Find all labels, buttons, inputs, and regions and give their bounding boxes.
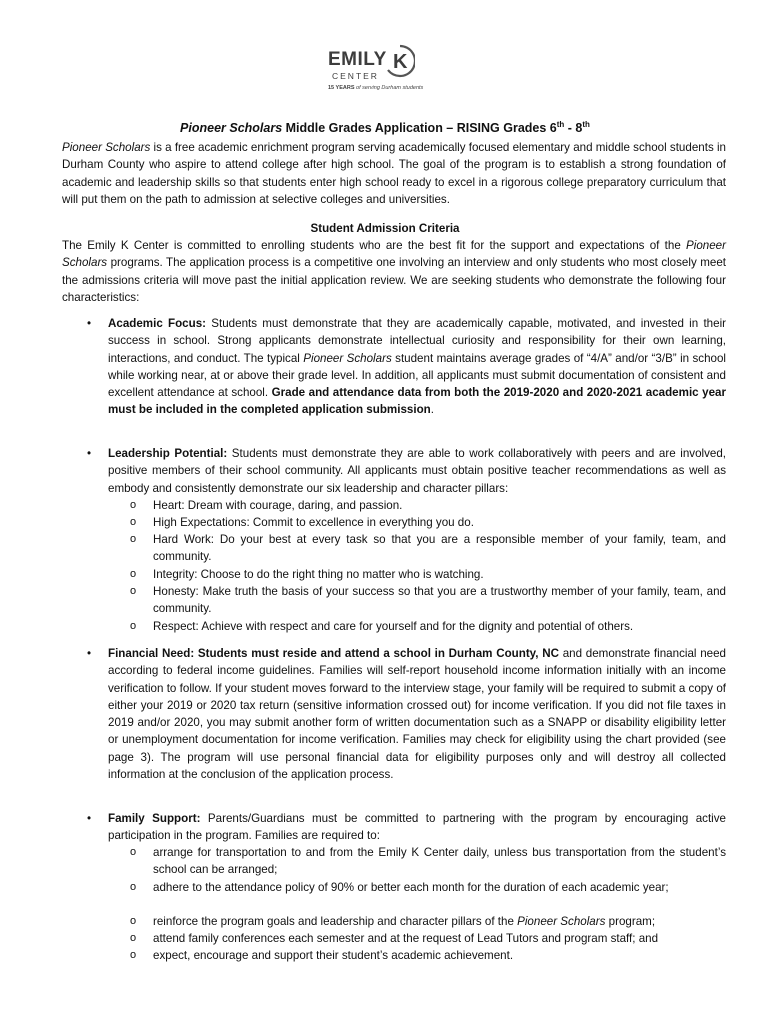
pillar-item: Respect: Achieve with respect and care for yourself and for the dignity and potential of others. [153,620,634,633]
sub-bullet-glyph: o [130,585,137,597]
sub-bullet-glyph: o [130,516,137,528]
sub-bullet-glyph: o [130,620,137,632]
sub-bullet-glyph: o [130,846,137,858]
pillar-item: Honesty: Make truth the basis of your success so that you are a trustworthy member of your family, team, and community. [153,585,726,616]
pillar-item: Heart: Dream with courage, daring, and passion. [153,499,403,512]
criteria-paragraph: The Emily K Center is committed to enrolling students who are the best fit for the support and expectations of the Pioneer Scholars programs. The application process is a competitive one involving an interview and only students who most closely meet the admissions criteria will move past the initial application review. We are seeking students who demonstrate the following four characteristics: [62,239,726,304]
sub-bullet-glyph: o [130,533,137,545]
sub-bullet-glyph: o [130,499,137,511]
intro-paragraph: Pioneer Scholars is a free academic enrichment program serving academically focused elementary and middle school students in Durham County who aspire to attend college after high school. The goal of the program is to establish a strong foundation of academic and leadership skills so that students enter high school ready to excel in a rigorous college preparatory curriculum that will put them on the path to admission at selective colleges and universities. [62,141,726,206]
page-title: Pioneer Scholars Middle Grades Application – RISING Grades 6th - 8th [180,120,590,136]
logo-k-emblem [385,44,415,80]
academic-focus-item: Academic Focus: Students must demonstrate that they are academically capable, motivated, and invested in their success in school. Strong applicants demonstrate intellectual curiosity and responsibility for their own learning, interactions, and conduct. The typical Pioneer Scholars student maintains average grades of “4/A” and/or “3/B” in school while working near, at or above their grade level. In addition, all applicants must submit documentation of consistent and excellent attendance at school. Grade and attendance data from both the 2019-2020 and 2020-2021 academic year must be included in the completed application submission. [108,317,727,417]
logo-word: EMILY [328,49,387,70]
bullet-glyph: • [87,812,92,825]
pillar-item: High Expectations: Commit to excellence in everything you do. [153,516,474,529]
family-requirement-item: expect, encourage and support their student’s academic achievement. [153,949,514,962]
bullet-glyph: • [87,317,92,330]
logo-tagline: 15 YEARS of serving Durham students [328,85,424,91]
emily-k-center-logo [328,44,424,96]
logo-center-text: CENTER [332,71,379,81]
bullet-glyph: • [87,447,92,460]
logo-k-letter: K [393,51,408,73]
sub-bullet-glyph: o [130,915,137,927]
criteria-heading: Student Admission Criteria [310,222,460,235]
sub-bullet-glyph: o [130,568,137,580]
sub-bullet-glyph: o [130,932,137,944]
family-requirement-item: adhere to the attendance policy of 90% or better each month for the duration of each academic year; [153,881,669,894]
financial-need-item: Financial Need: Students must reside and attend a school in Durham County, NC and demonstrate financial need according to federal income guidelines. Families will self-report household income information initially with an income verification to follow. If your student moves forward to the interview stage, your family will be required to submit a copy of either your 2019 or 2020 tax return (sensitive information crossed out) for income verification. If you did not file taxes in 2019 and/or 2020, you may submit another form of written documentation such as a SNAPP or disability eligibility letter or unemployment documentation for income verification. Families may check for eligibility using the chart provided (see page 3). The program will use personal financial data for eligibility purposes only and will destroy all collected information at the conclusion of the application process. [108,647,726,782]
bullet-glyph: • [87,647,92,660]
pillar-item: Integrity: Choose to do the right thing no matter who is watching. [153,568,484,581]
sub-bullet-glyph: o [130,949,137,961]
pillar-item: Hard Work: Do your best at every task so that you are a responsible member of your family, team, and community. [153,533,726,564]
family-requirement-item: attend family conferences each semester and at the request of Lead Tutors and program staff; and [153,932,659,945]
family-requirement-item: reinforce the program goals and leadership and character pillars of the Pioneer Scholars program; [153,915,656,928]
family-requirement-item: arrange for transportation to and from the Emily K Center daily, unless bus transportation from the student’s school can be arranged; [153,846,726,877]
sub-bullet-glyph: o [130,881,137,893]
leadership-potential-item: Leadership Potential: Students must demonstrate they are able to work collaboratively with peers and are involved, positive members of their school community. All applicants must obtain positive teacher recommendations as well as embody and consistently demonstrate our six leadership and character pillars: [108,447,727,495]
family-support-item: Family Support: Parents/Guardians must be committed to partnering with the program by encouraging active participation in the program. Families are required to: [108,812,726,843]
